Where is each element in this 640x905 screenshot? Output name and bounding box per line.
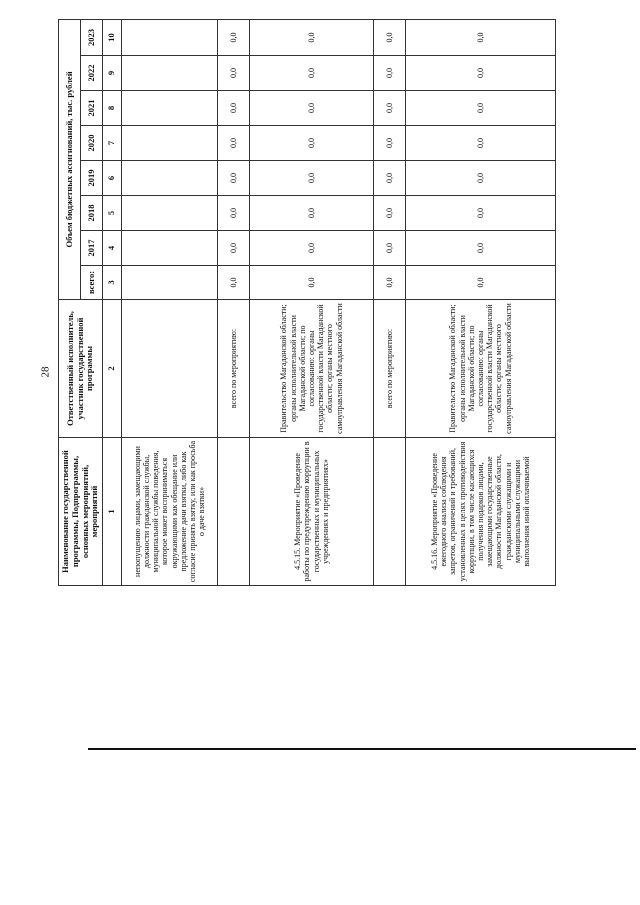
budget-value-cell [122, 91, 218, 126]
budget-value-cell: 0,0 [374, 56, 406, 91]
budget-value-cell [122, 196, 218, 231]
budget-value-cell: 0,0 [250, 56, 374, 91]
budget-value-cell: 0,0 [374, 196, 406, 231]
event-name-cell [374, 438, 406, 586]
event-name-cell [218, 438, 250, 586]
rotated-page-content [58, 20, 640, 586]
table-body [122, 19, 556, 585]
page-number: 28 [39, 366, 52, 378]
executor-cell: всего по мероприятию: [374, 300, 406, 438]
col-number: 10 [103, 19, 122, 55]
executor-cell: всего по мероприятию: [218, 300, 250, 438]
budget-value-cell: 0,0 [218, 19, 250, 55]
budget-value-cell: 0,0 [250, 231, 374, 266]
budget-table-wrapper [58, 20, 640, 586]
header-col-budget: Объем бюджетных ассигнований, тыс. рублей [59, 19, 81, 299]
header-row-1 [59, 19, 81, 585]
col-number: 7 [103, 126, 122, 161]
header-col-executor: Ответственный исполнитель, участник государственной программы [59, 300, 103, 438]
col-number: 2 [103, 300, 122, 438]
budget-value-cell [122, 266, 218, 300]
budget-value-cell: 0,0 [406, 91, 556, 126]
table-row [374, 19, 406, 585]
budget-table [58, 19, 556, 586]
header-year: 2022 [81, 56, 103, 91]
budget-value-cell: 0,0 [406, 161, 556, 196]
col-number: 9 [103, 56, 122, 91]
header-year: 2019 [81, 161, 103, 196]
executor-cell: Правительство Магаданской области; органы исполнительной власти Магаданской области; по согласованию: органы государственной власти Магаданской области; органы местного самоуправления Магаданской области [250, 300, 374, 438]
column-number-row [103, 19, 122, 585]
budget-value-cell: 0,0 [374, 161, 406, 196]
col-number: 8 [103, 91, 122, 126]
table-row [122, 19, 218, 585]
budget-value-cell [122, 231, 218, 266]
budget-value-cell [122, 56, 218, 91]
budget-value-cell: 0,0 [406, 196, 556, 231]
col-number: 1 [103, 438, 122, 586]
budget-value-cell: 0,0 [406, 266, 556, 300]
budget-value-cell: 0,0 [218, 56, 250, 91]
event-name-cell: 4.5.16. Мероприятие «Проведение ежегодного анализа соблюдения запретов, ограничений и требований, установленных в целях противодействия коррупции, в том числе касающихся получения подарков лицами, замещающими государственные должности Магаданской области, гражданскими служащими и муниципальными служащими выполнения иной оплачиваемой [406, 438, 556, 586]
horizontal-rule [88, 748, 636, 750]
executor-cell [122, 300, 218, 438]
header-year: 2023 [81, 19, 103, 55]
executor-cell: Правительство Магаданской области; органы исполнительной власти Магаданской области; по согласованию: органы государственной власти Магаданской области; органы местного самоуправления Магаданской области [406, 300, 556, 438]
budget-value-cell: 0,0 [218, 161, 250, 196]
budget-value-cell: 0,0 [218, 266, 250, 300]
budget-value-cell [122, 19, 218, 55]
col-number: 5 [103, 196, 122, 231]
header-year: 2020 [81, 126, 103, 161]
budget-value-cell: 0,0 [374, 91, 406, 126]
header-year: 2018 [81, 196, 103, 231]
budget-value-cell: 0,0 [218, 91, 250, 126]
col-number: 4 [103, 231, 122, 266]
budget-value-cell: 0,0 [374, 231, 406, 266]
event-name-cell: непопущению лицами, замещающими должности гражданской службы, муниципальной службы поведения, которое может восприниматься окружающими как обещание или предложение дачи взятки, либо как согласие принять взятку, или как просьба о даче взятки» [122, 438, 218, 586]
budget-value-cell: 0,0 [218, 126, 250, 161]
budget-value-cell: 0,0 [250, 126, 374, 161]
budget-value-cell: 0,0 [374, 126, 406, 161]
table-row [218, 19, 250, 585]
budget-value-cell: 0,0 [374, 19, 406, 55]
budget-value-cell: 0,0 [374, 266, 406, 300]
header-year: всего: [81, 266, 103, 300]
budget-value-cell: 0,0 [406, 56, 556, 91]
col-number: 6 [103, 161, 122, 196]
col-number: 3 [103, 266, 122, 300]
table-row [250, 19, 374, 585]
event-name-cell: 4.5.15. Мероприятие «Проведение работы по предупреждению коррупции в государственных и муниципальных учреждениях и предприятиях» [250, 438, 374, 586]
budget-value-cell: 0,0 [250, 91, 374, 126]
budget-value-cell: 0,0 [250, 266, 374, 300]
budget-value-cell: 0,0 [250, 19, 374, 55]
budget-value-cell: 0,0 [406, 231, 556, 266]
header-year: 2017 [81, 231, 103, 266]
budget-value-cell: 0,0 [250, 196, 374, 231]
header-col-name: Наименование государственной программы, Подпрограммы, основных мероприятий, мероприятий [59, 438, 103, 586]
budget-value-cell [122, 161, 218, 196]
header-year: 2021 [81, 91, 103, 126]
budget-value-cell: 0,0 [406, 126, 556, 161]
budget-value-cell: 0,0 [218, 196, 250, 231]
budget-value-cell: 0,0 [250, 161, 374, 196]
table-row [406, 19, 556, 585]
budget-value-cell: 0,0 [218, 231, 250, 266]
budget-value-cell [122, 126, 218, 161]
budget-value-cell: 0,0 [406, 19, 556, 55]
